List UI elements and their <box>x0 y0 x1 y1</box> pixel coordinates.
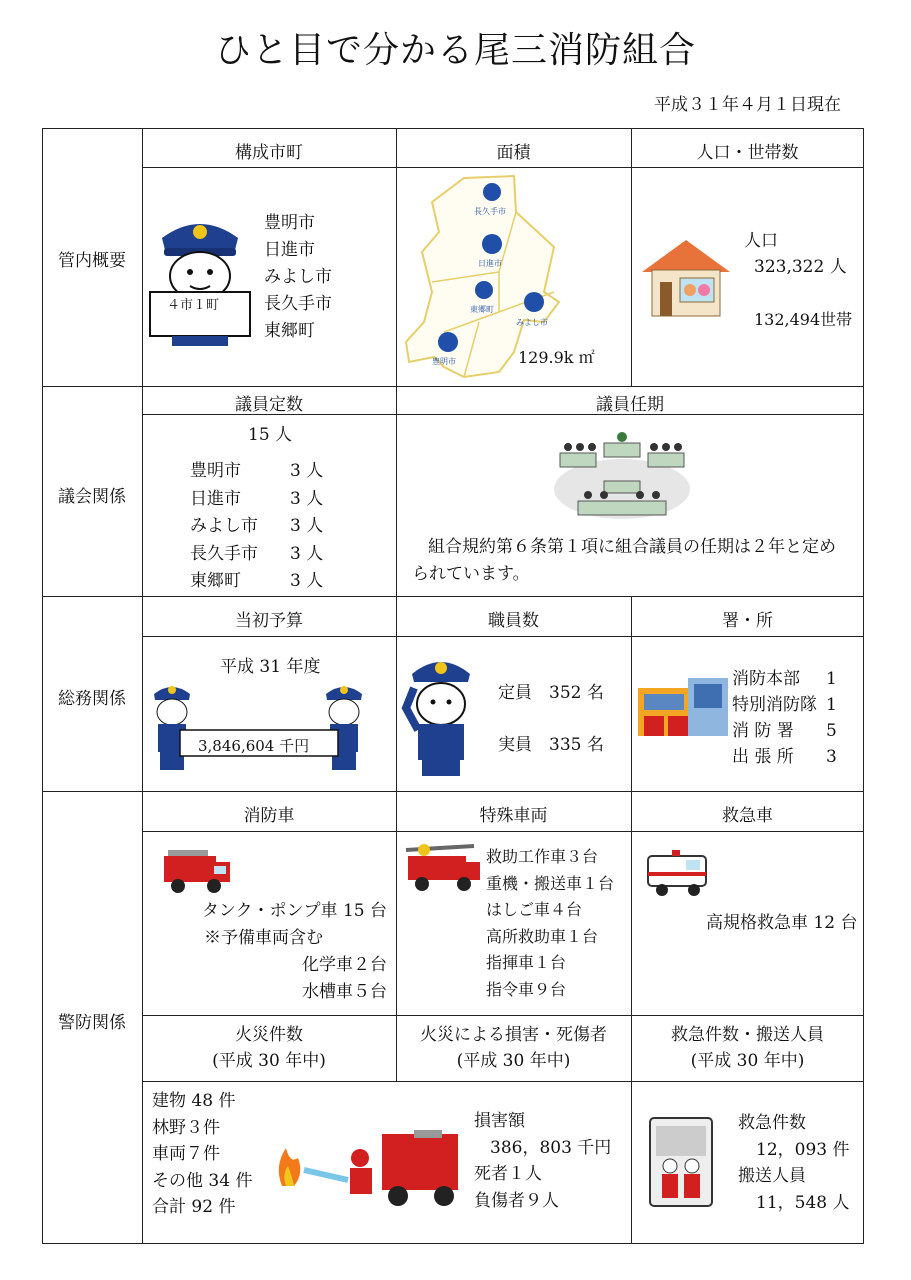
deaths: 死者１人 <box>474 1164 542 1184</box>
map-label: 長久手市 <box>474 207 506 216</box>
injured: 負傷者９人 <box>474 1190 559 1211</box>
header-damage-title: 火災による損害・死傷者 <box>420 1025 607 1045</box>
station-name: 出 張 所 <box>732 747 794 767</box>
municipality-item: 豊明市 <box>264 213 315 233</box>
sign-text: ４市１町 <box>167 298 220 313</box>
fires-list <box>152 1088 252 1221</box>
fire-item: 合計 92 件 <box>152 1197 236 1217</box>
header-municipalities: 構成市町 <box>235 143 303 163</box>
header-fires-period: (平成 30 年中) <box>212 1051 326 1071</box>
map-label: 東郷町 <box>470 305 494 314</box>
station-name: 特別消防隊 <box>732 695 817 715</box>
stations-names <box>732 666 817 770</box>
budget-value: 3,846,604 千円 <box>198 737 310 755</box>
special-item: 高所救助車１台 <box>486 926 599 946</box>
fire-item: 建物 48 件 <box>152 1091 236 1111</box>
member-count: 3 人 <box>290 461 324 481</box>
stations-counts <box>826 666 837 770</box>
header-stations: 署・所 <box>722 611 773 631</box>
section-council: 議会関係 <box>58 487 126 507</box>
as-of-date: 平成３１年４月１日現在 <box>654 95 841 115</box>
budget-year: 平成 31 年度 <box>220 657 321 677</box>
header-special: 特殊車両 <box>479 806 548 826</box>
damage-list <box>474 1108 611 1214</box>
member-count: 3 人 <box>290 488 324 509</box>
ems-value: 12，093 件 <box>756 1139 850 1160</box>
ambulance-count: 高規格救急車 12 台 <box>706 913 858 933</box>
special-list <box>486 844 614 1003</box>
fire-engine-icon <box>162 848 232 894</box>
map-label: みよし市 <box>516 318 548 327</box>
engine-item: タンク・ポンプ車 15 台 <box>201 901 387 921</box>
station-count: 5 <box>826 721 837 741</box>
engine-item: ※予備車両含む <box>204 928 323 948</box>
header-staff: 職員数 <box>488 611 539 631</box>
fire-item: その他 34 件 <box>152 1170 253 1191</box>
households-value: 132,494世帯 <box>754 310 853 329</box>
population-label: 人口 <box>744 231 778 251</box>
map-label: 豊明市 <box>432 357 456 366</box>
municipality-item: みよし市 <box>264 267 332 287</box>
ems-list <box>738 1110 849 1216</box>
engines-list <box>192 898 387 1006</box>
staff-fixed: 定員 352 名 <box>498 683 604 703</box>
summary-table <box>42 128 864 1244</box>
header-area: 面積 <box>496 143 531 163</box>
firefighting-scene-icon <box>264 1128 464 1214</box>
transport-value: 11，548 人 <box>756 1192 850 1213</box>
section-overview: 管内概要 <box>58 251 126 271</box>
member-count: 3 人 <box>290 543 324 564</box>
firefighter-sign-icon <box>150 210 250 350</box>
fire-station-building-icon <box>638 674 732 738</box>
damage-value: 386，803 千円 <box>490 1137 612 1158</box>
saluting-officer-icon <box>404 648 478 778</box>
station-count: 1 <box>826 669 837 689</box>
term-line-1: 組合規約第６条第１項に組合議員の任期は２年と定 <box>428 537 819 557</box>
engine-item: 化学車２台 <box>302 955 387 975</box>
member-name: 東郷町 <box>190 571 241 591</box>
fire-item: 林野３件 <box>152 1117 220 1138</box>
header-fires-title: 火災件数 <box>235 1025 303 1045</box>
engine-item: 水槽車５台 <box>302 982 387 1002</box>
municipality-item: 東郷町 <box>264 321 315 341</box>
member-name: みよし市 <box>190 516 258 536</box>
special-item: はしご車４台 <box>486 900 583 919</box>
member-count: 3 人 <box>290 571 324 591</box>
member-count: 3 人 <box>290 516 324 536</box>
special-item: 重機・搬送車１台 <box>486 873 615 893</box>
staff-actual: 実員 335 名 <box>498 735 604 755</box>
member-name: 長久手市 <box>190 543 258 564</box>
header-members: 議員定数 <box>235 395 303 415</box>
ambulance-icon <box>646 848 712 898</box>
term-line-2: められています。 <box>412 537 836 584</box>
station-name: 消防本部 <box>732 669 800 689</box>
member-name: 豊明市 <box>190 461 241 481</box>
ems-label: 救急件数 <box>738 1113 806 1133</box>
municipality-item: 日進市 <box>264 240 315 260</box>
member-counts <box>290 458 323 596</box>
header-population: 人口・世帯数 <box>696 143 799 163</box>
member-names <box>190 458 258 596</box>
header-ems <box>631 1022 864 1074</box>
header-fires <box>142 1022 396 1074</box>
header-engines: 消防車 <box>243 806 295 826</box>
council-meeting-icon <box>552 431 692 523</box>
member-name: 日進市 <box>190 488 241 509</box>
header-ems-period: (平成 30 年中) <box>690 1051 805 1071</box>
station-count: 3 <box>826 747 837 767</box>
house-icon <box>640 238 732 318</box>
fire-item: 車両７件 <box>152 1144 220 1164</box>
station-count: 1 <box>826 695 837 715</box>
section-general: 総務関係 <box>58 689 126 709</box>
population-value: 323,322 人 <box>754 257 847 277</box>
header-budget: 当初予算 <box>235 611 303 631</box>
members-total: 15 人 <box>248 425 293 445</box>
special-item: 救助工作車３台 <box>486 847 599 866</box>
municipality-item: 長久手市 <box>264 294 332 314</box>
header-damage-period: (平成 30 年中) <box>456 1051 571 1071</box>
officers-banner-icon <box>146 680 390 776</box>
municipality-list <box>264 210 332 345</box>
header-term: 議員任期 <box>596 395 664 415</box>
section-fire: 警防関係 <box>58 1013 126 1033</box>
damage-label: 損害額 <box>474 1111 525 1131</box>
header-damage <box>396 1022 631 1074</box>
area-value: 129.9k ㎡ <box>518 348 595 367</box>
header-ems-title: 救急件数・搬送人員 <box>671 1025 824 1045</box>
ems-crew-icon <box>648 1116 714 1210</box>
transport-label: 搬送人員 <box>738 1166 806 1186</box>
page-title: ひと目で分かる尾三消防組合 <box>214 30 696 71</box>
station-name: 消 防 署 <box>732 721 794 741</box>
map-label: 日進市 <box>478 259 502 268</box>
ladder-truck-icon <box>404 842 484 892</box>
term-text <box>412 534 852 588</box>
header-ambulance: 救急車 <box>722 806 773 826</box>
special-item: 指令車９台 <box>486 979 567 999</box>
special-item: 指揮車１台 <box>486 953 567 972</box>
